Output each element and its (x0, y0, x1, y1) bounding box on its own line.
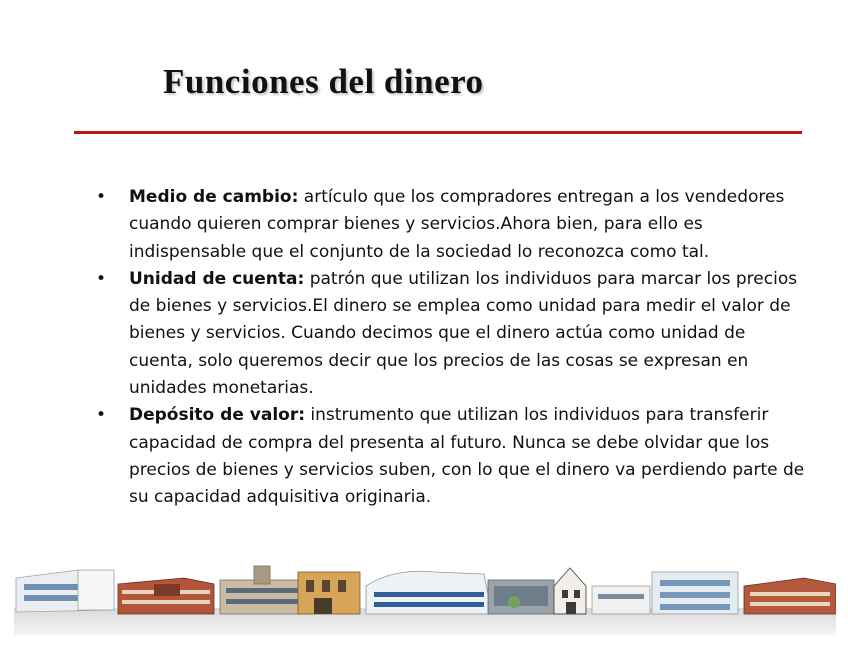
bullet-item-medio-de-cambio (96, 184, 814, 266)
bullet-dot-icon: • (96, 405, 107, 426)
building-icon (592, 586, 650, 614)
building-icon (652, 572, 738, 614)
bullet-item-deposito-de-valor (96, 402, 814, 511)
bullet-term: Unidad de cuenta: (129, 268, 305, 289)
bullet-term: Medio de cambio: (129, 187, 299, 207)
bullet-dot-icon: • (96, 268, 107, 289)
title-divider (74, 131, 802, 134)
building-icon (554, 568, 586, 614)
building-icon (298, 572, 360, 614)
building-icon (220, 566, 306, 614)
bullet-dot-icon: • (96, 187, 107, 207)
bullet-item-unidad-de-cuenta (96, 266, 814, 402)
building-icon (744, 578, 836, 614)
bullet-text: artículo que los compradores entregan a los vendedores cuando quieren comprar bienes y servicios.Ahora bien, para ello es indispensable que el conjunto de la sociedad lo reconozca como tal. (129, 187, 785, 262)
city-buildings-illustration (14, 562, 836, 635)
bullet-term: Depósito de valor: (129, 405, 306, 426)
building-icon (16, 570, 114, 612)
bullet-text: instrumento que utilizan los individuos para transferir capacidad de compra del presenta al futuro. Nunca se debe olvidar que los precios de bienes y servicios suben, con lo que el dinero va perdiendo parte de su capacidad adquisitiva originaria. (129, 405, 805, 508)
building-icon (366, 571, 492, 614)
slide-title: Funciones del dinero (163, 62, 484, 101)
bullet-list (96, 184, 814, 512)
building-icon (118, 578, 214, 614)
bullet-text: patrón que utilizan los individuos para marcar los precios de bienes y servicios.El dinero se emplea como unidad para medir el valor de bienes y servicios. Cuando decimos que el dinero actúa como unidad de cuenta, solo queremos decir que los precios de las cosas se expresan en unidades monetarias. (129, 268, 798, 399)
building-icon (488, 580, 554, 614)
